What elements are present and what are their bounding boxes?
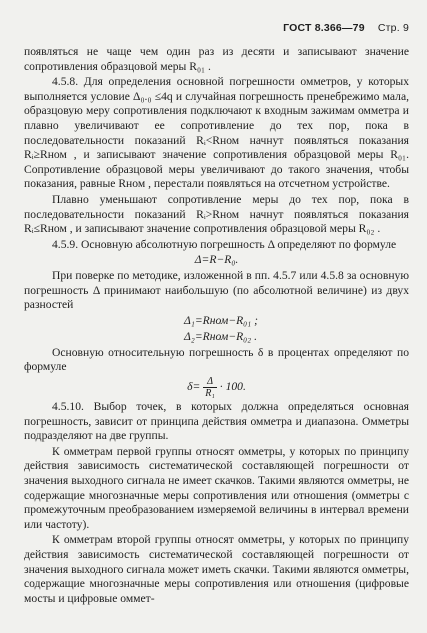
fraction-numerator: Δ [203, 376, 217, 388]
paragraph-4-5-8: 4.5.8. Для определения основной погрешности омметров, у которых выполняется условие Δ₀.₀ ≤4q и случайная погрешность пренебрежимо мала, образцовую меру сопротивления подключают к входным зажимам омметра и плавно увеличивают ее сопротивление до тех пор, пока в последовательности показаний Rᵢ<Rном начнут появляться показания Rᵢ≥Rном , и записывают значение сопротивления образцовой меры R₀₁. Сопротивление образцовой меры увеличивают до такого значения, чтобы показания, равные Rном , перестали появляться на отсчетном устройстве. [24, 75, 409, 191]
formula-difference-2: Δ₂=Rном−R₀₂ . [184, 330, 258, 344]
paragraph-4-5-9: 4.5.9. Основную абсолютную погрешность Δ определяют по формуле [52, 237, 397, 251]
formula-rel-rhs: · 100. [219, 380, 246, 394]
paragraph-decrease: Плавно уменьшают сопротивление меры до тех пор, пока в последовательности показаний Rᵢ>Rном начнут появляться показания Rᵢ≤Rном , и записывают значение сопротивления образцовой меры R₀₂ . [24, 192, 409, 236]
formula-rel-lhs: δ= [187, 380, 201, 394]
paragraph-4-5-10: 4.5.10. Выбор точек, в которых должна определяться основная погрешность, зависит от принципа действия омметра и диапазона. Омметры подразделяют на две группы. [24, 400, 409, 443]
paragraph-relative-error: Основную относительную погрешность δ в процентах определяют по формуле [24, 345, 409, 374]
page-header [283, 22, 409, 34]
fraction-denominator: R₁ [205, 388, 215, 400]
body-text [24, 45, 409, 606]
paragraph-group-one: К омметрам первой группы относят омметры, у которых по принципу действия зависимость систематической составляющей погрешности от значения выходного сигнала не имеет скачков. Такими являются омметры, не содержащие многозначные меры сопротивления или отношения (омметры с промежуточным преобразованием измеряемой величины в интервал времени или частоту). [24, 444, 409, 531]
paragraph-verification: При поверке по методике, изложенной в пп. 4.5.7 или 4.5.8 за основную погрешность Δ принимают наибольшую (по абсолютной величине) из двух разностей [24, 268, 409, 312]
formula-difference-1: Δ₁=Rном−R₀₁ ; [184, 313, 258, 327]
formula-relative-error [24, 376, 409, 399]
page-number: Стр. 9 [377, 22, 409, 34]
standard-number: ГОСТ 8.366—79 [283, 22, 365, 34]
formula-absolute-error: Δ=R−R₀. [194, 253, 239, 267]
paragraph-continuation: появляться не чаще чем один раз из десяти и записывают значение сопротивления образцовой меры R₀₁ . [24, 45, 409, 73]
formula-fraction [203, 376, 217, 399]
paragraph-group-two: К омметрам второй группы относят омметры, у которых по принципу действия зависимость систематической составляющей погрешности от значения выходного сигнала может иметь скачки. Такими являются омметры, содержащие многозначные меры сопротивления или отношения (цифровые мосты и цифровые оммет- [24, 533, 409, 605]
